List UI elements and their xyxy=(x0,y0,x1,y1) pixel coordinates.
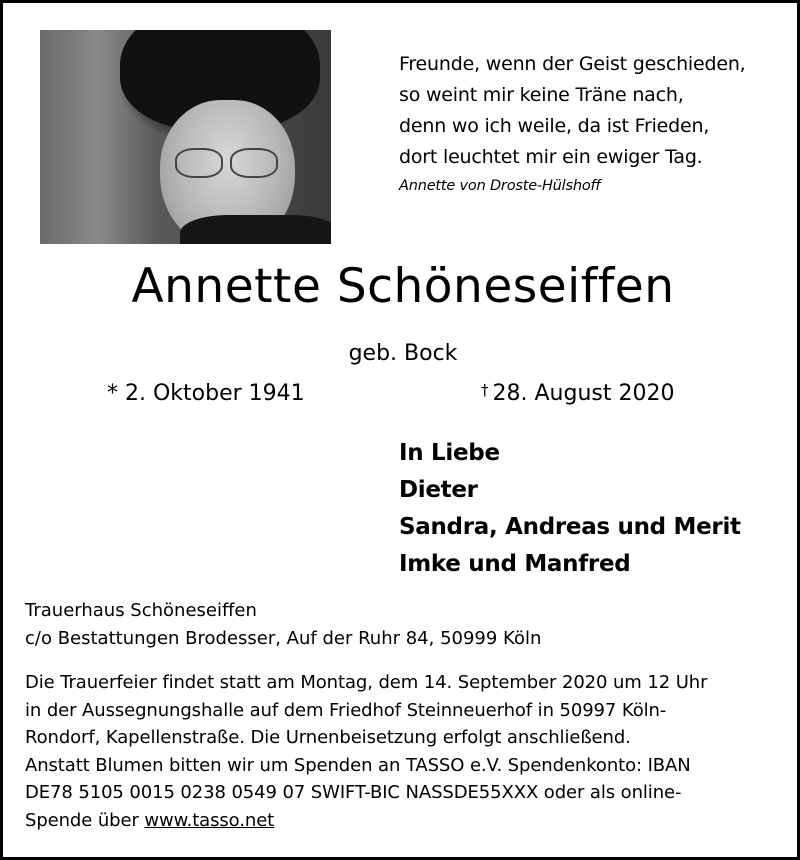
photo-glasses-right xyxy=(230,148,278,178)
notice-line-prefix: Spende über xyxy=(25,809,145,831)
address-line: Trauerhaus Schöneseiffen xyxy=(25,600,257,621)
photo-collar xyxy=(180,215,331,244)
photo-glasses-left xyxy=(175,148,223,178)
notice-line: Rondorf, Kapellenstraße. Die Urnenbeisetzung erfolgt anschließend. xyxy=(25,727,631,748)
quote-line: Freunde, wenn der Geist geschieden, xyxy=(399,53,746,75)
birth-date: * 2. Oktober 1941 xyxy=(107,381,305,406)
notice-line: Die Trauerfeier findet statt am Montag, dem 14. September 2020 um 12 Uhr xyxy=(25,672,708,693)
notice-line: Anstatt Blumen bitten wir um Spenden an TASSO e.V. Spendenkonto: IBAN xyxy=(25,754,691,776)
notice-line xyxy=(25,807,707,835)
deceased-name: Annette Schöneseiffen xyxy=(131,259,675,314)
mourner-name: Sandra, Andreas und Merit xyxy=(399,514,741,540)
poem-quote xyxy=(399,49,746,197)
quote-line: so weint mir keine Träne nach, xyxy=(399,84,684,106)
cross-icon: † xyxy=(481,381,489,399)
quote-line: denn wo ich weile, da ist Frieden, xyxy=(399,115,710,137)
death-date-line xyxy=(481,381,674,406)
portrait-photo xyxy=(40,30,331,244)
quote-author: Annette von Droste-Hülshoff xyxy=(399,178,601,194)
mourner-name: Imke und Manfred xyxy=(399,551,631,577)
quote-line: dort leuchtet mir ein ewiger Tag. xyxy=(399,146,703,168)
mourner-name: Dieter xyxy=(399,477,478,503)
mourning-house-address xyxy=(25,597,541,653)
notice-line: in der Aussegnungshalle auf dem Friedhof Steinneuerhof in 50997 Köln- xyxy=(25,699,667,721)
address-line: c/o Bestattungen Brodesser, Auf der Ruhr 84, 50999 Köln xyxy=(25,628,542,649)
tasso-link[interactable]: www.tasso.net xyxy=(144,809,275,831)
funeral-notice xyxy=(25,669,707,834)
death-date: 28. August 2020 xyxy=(492,381,675,406)
mourners-list xyxy=(399,435,741,583)
maiden-name: geb. Bock xyxy=(348,341,458,366)
mourners-intro: In Liebe xyxy=(399,440,500,466)
notice-line: DE78 5105 0015 0238 0549 07 SWIFT-BIC NASSDE55XXX oder als online- xyxy=(25,782,682,803)
